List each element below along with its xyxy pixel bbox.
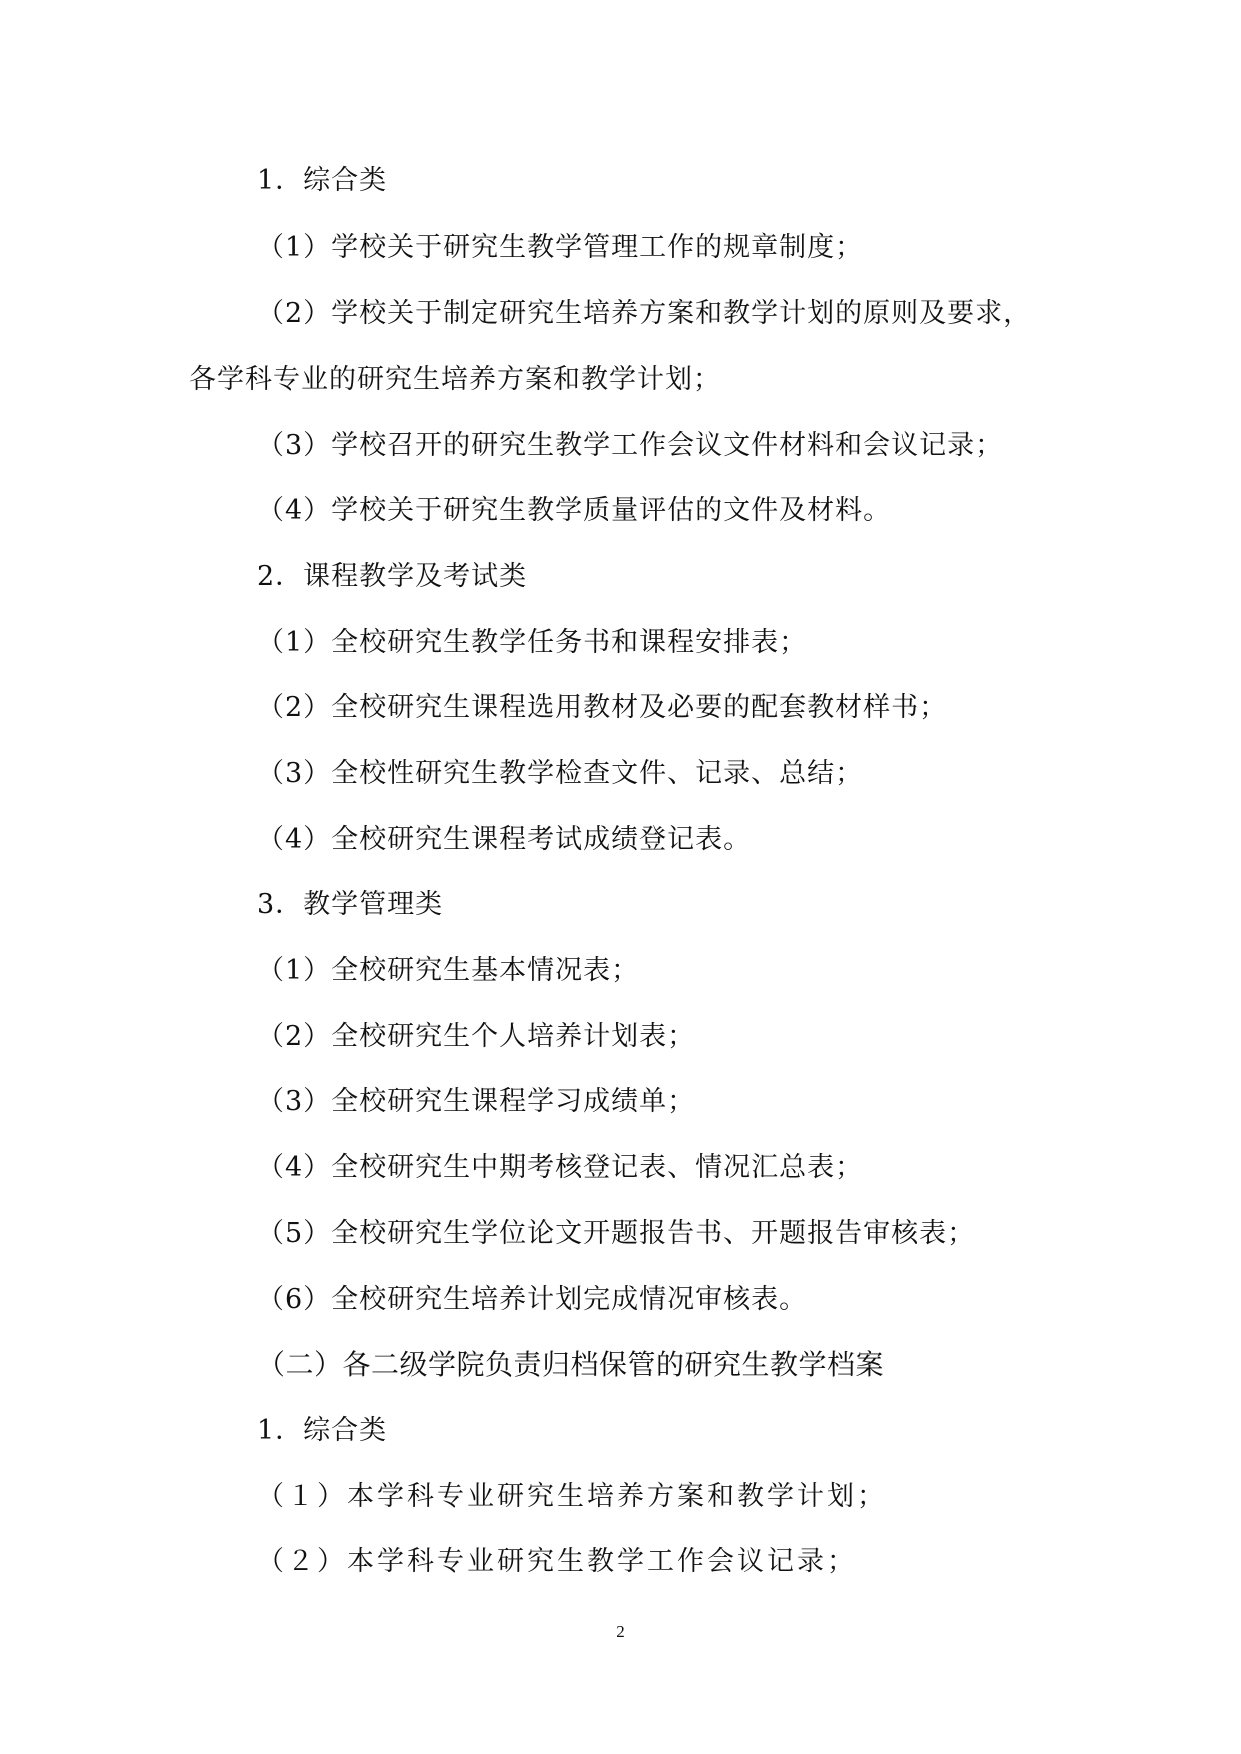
list-item: （1）学校关于研究生教学管理工作的规章制度； bbox=[257, 232, 864, 263]
list-item: （２）本学科专业研究生教学工作会议记录； bbox=[257, 1546, 857, 1577]
section-heading-comprehensive-college: 1．综合类 bbox=[257, 1415, 388, 1446]
list-item: （1）全校研究生教学任务书和课程安排表； bbox=[257, 627, 808, 658]
section-heading-teaching-management: 3．教学管理类 bbox=[257, 889, 444, 920]
section-heading-courses-exams: 2．课程教学及考试类 bbox=[257, 561, 528, 592]
list-item: （4）学校关于研究生教学质量评估的文件及材料。 bbox=[257, 495, 892, 526]
list-item: （2）学校关于制定研究生培养方案和教学计划的原则及要求， bbox=[257, 298, 1032, 329]
section-heading-college-archives: （二）各二级学院负责归档保管的研究生教学档案 bbox=[257, 1348, 885, 1381]
list-item: （2）全校研究生课程选用教材及必要的配套教材样书； bbox=[257, 692, 948, 723]
page-number: 2 bbox=[616, 1622, 625, 1641]
list-item: （1）全校研究生基本情况表； bbox=[257, 955, 640, 986]
list-item-continuation: 各学科专业的研究生培养方案和教学计划； bbox=[189, 364, 721, 395]
list-item: （4）全校研究生中期考核登记表、情况汇总表； bbox=[257, 1152, 864, 1183]
list-item: （3）全校研究生课程学习成绩单； bbox=[257, 1086, 696, 1117]
list-item: （2）全校研究生个人培养计划表； bbox=[257, 1021, 696, 1052]
list-item: （5）全校研究生学位论文开题报告书、开题报告审核表； bbox=[257, 1218, 976, 1249]
list-item: （6）全校研究生培养计划完成情况审核表。 bbox=[257, 1284, 808, 1315]
section-heading-comprehensive: 1．综合类 bbox=[257, 165, 388, 196]
list-item: （１）本学科专业研究生培养方案和教学计划； bbox=[257, 1481, 887, 1512]
list-item: （3）学校召开的研究生教学工作会议文件材料和会议记录； bbox=[257, 430, 1004, 461]
list-item: （4）全校研究生课程考试成绩登记表。 bbox=[257, 824, 752, 855]
list-item: （3）全校性研究生教学检查文件、记录、总结； bbox=[257, 758, 864, 789]
